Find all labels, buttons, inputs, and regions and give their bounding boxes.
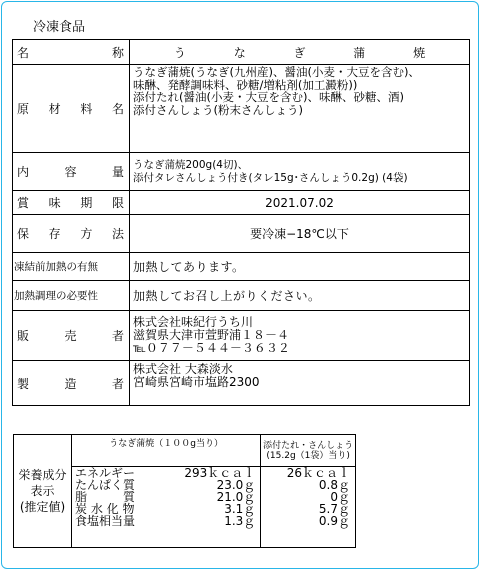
row-seller: [13, 311, 470, 361]
nutrition-header-row: [14, 435, 356, 467]
row-storage: [13, 215, 470, 253]
value-ingredients: うなぎ蒲焼(うなぎ(九州産)、醤油(小麦・大豆を含む)、 味醂、発酵調味料、砂糖/増粘剤(加工澱粉)) 添付たれ(醤油(小麦・大豆を含む)、味醂、砂糖、酒) 添付さんしょう(粉末さんしょう): [130, 65, 470, 153]
nutrition-names: エネルギー たんぱく質 脂 質 炭 水 化 物 食塩相当量: [72, 467, 167, 548]
category-title: 冷凍食品: [33, 20, 86, 35]
value-manufacturer: 株式会社 大森淡水 宮崎県宮崎市塩路2300: [130, 361, 470, 406]
nutrition-table: [13, 434, 356, 548]
heading-best-before: 賞 味 期 限: [13, 191, 130, 215]
row-best-before: [13, 191, 470, 215]
value-contents: うなぎ蒲焼200g(4切)、 添付タレさんしょう付き(タレ15g･さんしょう0.2g) (4袋): [130, 153, 470, 191]
heading-contents: 内 容 量: [13, 153, 130, 191]
heading-heated-before-freezing: 凍結前加熱の有無: [13, 253, 130, 281]
value-name: う な ぎ 蒲 焼: [130, 40, 470, 65]
heading-ingredients: 原 材 料 名: [13, 65, 130, 153]
heading-storage: 保 存 方 法: [13, 215, 130, 253]
nutrition-col-eel-header: うなぎ蒲焼（１００g当り）: [72, 435, 261, 467]
value-heated-before-freezing: 加熱してあります。: [130, 253, 470, 281]
heading-seller: 販 売 者: [13, 311, 130, 361]
nutrition-label: 栄養成分 表示 (推定値): [14, 435, 72, 548]
value-storage: 要冷凍−18℃以下: [130, 215, 470, 253]
heading-manufacturer: 製 造 者: [13, 361, 130, 406]
row-ingredients: [13, 65, 470, 153]
nutrition-eel-values: 293ｋｃａｌ 23.0ｇ 21.0ｇ 3.1ｇ 1.3ｇ: [166, 467, 261, 548]
nutrition-sauce-values: 26ｋｃａｌ 0.8ｇ 0ｇ 5.7ｇ 0.9ｇ: [261, 467, 356, 548]
row-manufacturer: [13, 361, 470, 406]
row-contents: [13, 153, 470, 191]
value-seller: 株式会社味紀行うち川 滋賀県大津市萱野浦１８－４ ℡０７７－５４４－３６３２: [130, 311, 470, 361]
value-best-before: 2021.07.02: [130, 191, 470, 215]
row-product-name: [13, 40, 470, 65]
nutrition-col-sauce-header: 添付たれ・さんしょう (15.2g（1袋）当り): [261, 435, 356, 467]
heading-heating-required: 加熱調理の必要性: [13, 281, 130, 311]
food-label-table: [12, 39, 470, 406]
value-heating-required: 加熱してお召し上がりください。: [130, 281, 470, 311]
heading-name: 名 称: [13, 40, 130, 65]
row-heated-before-freezing: [13, 253, 470, 281]
row-heating-required: [13, 281, 470, 311]
